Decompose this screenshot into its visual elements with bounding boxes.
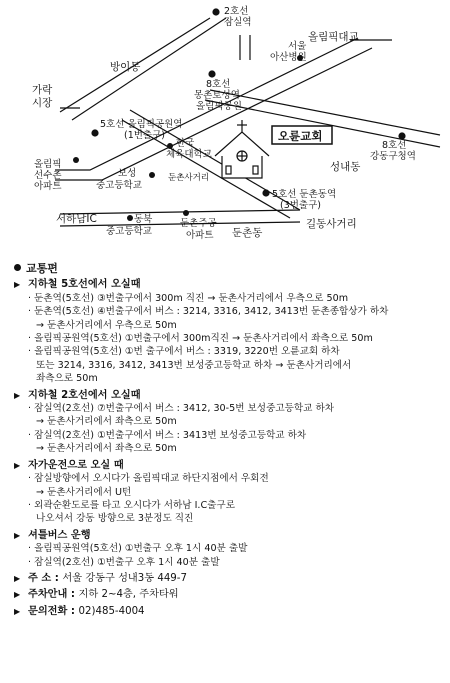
info-value: 02)485-4004 <box>78 605 145 617</box>
info-value: 지하 2~4층, 주차타워 <box>78 589 179 601</box>
section-heading: ▶ 지하철 2호선에서 오실때 <box>14 389 141 401</box>
label-dunchon-apt-1: 둔촌주공 <box>180 218 217 229</box>
label-olympic-station-2: (1번출구) <box>124 130 165 141</box>
marker-jamsil <box>212 8 219 15</box>
bullet-dot-icon <box>14 264 21 271</box>
label-dunchon-intersection: 둔촌사거리 <box>168 173 210 183</box>
info-row: ▶ 주차안내 : 지하 2~4층, 주차타워 <box>14 589 179 601</box>
label-jamsil-2: 잠실역 <box>224 17 252 28</box>
direction-continuation: → 둔촌사거리에서 U턴 <box>36 486 132 498</box>
label-dongbuk-2: 중고등학교 <box>106 226 152 237</box>
label-mongchon-1: 8호선 <box>206 79 231 90</box>
marker-gangdong <box>398 132 405 139</box>
label-boseong-1: 보성 <box>118 168 137 179</box>
marker-dunchon-station <box>262 189 269 196</box>
label-dongbuk-1: 동북 <box>134 214 153 225</box>
label-athletes-3: 아파트 <box>34 181 62 192</box>
direction-item: · 올림픽공원역(5호선) ①번출구 오후 1시 40분 출발 <box>28 543 248 555</box>
label-olympic-station-1: 5호선 올림픽공원역 <box>100 119 183 130</box>
location-map <box>0 0 450 255</box>
section-heading: ▶ 자가운전으로 오실 때 <box>14 459 124 471</box>
marker-dongbuk <box>127 215 133 221</box>
direction-item: · 둔촌역(5호선) ④번출구에서 버스 : 3214, 3316, 3412, 3413번 둔촌종합상가 하차 <box>28 306 389 318</box>
direction-item: · 올림픽공원역(5호선) ①번출구에서 300m직진 → 둔촌사거리에서 좌측으로 50m <box>28 333 373 345</box>
info-row: ▶ 주 소 : 서울 강동구 성내3동 449-7 <box>14 572 187 584</box>
triangle-bullet-icon: ▶ <box>14 530 21 540</box>
label-church: 오륜교회 <box>278 129 323 143</box>
direction-item: · 올림픽공원역(5호선) ①번 출구에서 버스 : 3319, 3220번 오륜교회 하차 <box>28 346 340 358</box>
label-dunchondong: 둔촌동 <box>232 227 263 239</box>
guide-section <box>14 529 444 569</box>
guide-section <box>14 459 444 526</box>
label-seohanam: 서하남IC <box>56 213 97 225</box>
label-dunchon-apt-2: 아파트 <box>186 230 214 241</box>
direction-continuation: → 둔촌사거리에서 좌측으로 50m <box>36 443 177 455</box>
direction-item: · 잠실역(2호선) ①번출구 오후 1시 40분 출발 <box>28 556 220 568</box>
triangle-bullet-icon: ▶ <box>14 573 21 583</box>
label-mongchon-2: 몽촌토성역 <box>194 90 240 101</box>
info-label: 주차안내 <box>28 589 68 601</box>
label-jamsil-1: 2호선 <box>224 6 249 17</box>
label-gangdong-1: 8호선 <box>382 140 407 151</box>
triangle-bullet-icon: ▶ <box>14 590 21 600</box>
direction-continuation: → 둔촌사거리에서 우측으로 50m <box>36 319 177 331</box>
label-dunchon-station-1: 5호선 둔촌동역 <box>272 189 337 200</box>
label-olympic-bridge: 올림픽대교 <box>308 31 359 43</box>
label-knsu-2: 체육대학교 <box>166 149 212 160</box>
church-icon <box>215 120 269 178</box>
guide-section <box>14 278 444 385</box>
marker-olympic-station <box>91 129 98 136</box>
guide-title: 교통편 <box>14 262 444 275</box>
direction-item: · 잠실방향에서 오시다가 올림픽대교 하단지점에서 우회전 <box>28 473 269 485</box>
label-athletes-2: 선수촌 <box>34 170 62 181</box>
triangle-bullet-icon: ▶ <box>14 390 21 400</box>
direction-continuation: 나오셔서 강동 방향으로 3분정도 직진 <box>36 513 194 525</box>
direction-item: · 외곽순환도로를 타고 오시다가 서하남 I.C출구로 <box>28 499 235 511</box>
label-gangdong-2: 강동구청역 <box>370 151 416 162</box>
label-bangi: 방이동 <box>110 61 141 73</box>
info-label: 문의전화 <box>28 605 68 617</box>
direction-item: · 잠실역(2호선) ①번출구에서 버스 : 3413번 보성중고등학교 하차 <box>28 429 307 441</box>
label-garak-1: 가락 <box>32 84 53 96</box>
label-athletes-1: 올림픽 <box>34 159 62 170</box>
direction-continuation: → 둔촌사거리에서 좌측으로 50m <box>36 416 177 428</box>
marker-mongchon <box>208 70 215 77</box>
direction-continuation: 또는 3214, 3316, 3412, 3413번 보성중고등학교 하차 → 둔촌사거리에서 <box>36 359 352 371</box>
guide-sections <box>14 278 444 569</box>
marker-athletes <box>73 157 79 163</box>
triangle-bullet-icon: ▶ <box>14 606 21 616</box>
triangle-bullet-icon: ▶ <box>14 280 21 290</box>
label-dunchon-station-2: (3번출구) <box>280 200 321 211</box>
direction-item: · 잠실역(2호선) ⑦번출구에서 버스 : 3412, 30-5번 보성중고등학교 하차 <box>28 403 334 415</box>
directions-guide <box>14 262 444 618</box>
info-label: 주 소 <box>28 572 52 584</box>
info-value: 서울 강동구 성내3동 449-7 <box>62 572 187 584</box>
section-heading: ▶ 지하철 5호선에서 오실때 <box>14 279 141 291</box>
label-seongnae: 성내동 <box>330 161 361 173</box>
map-text <box>32 5 416 241</box>
direction-continuation: 좌측으로 50m <box>36 373 98 385</box>
marker-dunchon-apt <box>183 210 189 216</box>
label-asan-1: 서울 <box>288 41 307 52</box>
info-row: ▶ 문의전화 : 02)485-4004 <box>14 605 145 617</box>
label-gildong: 길동사거리 <box>306 218 357 230</box>
direction-item: · 둔촌역(5호선) ③번출구에서 300m 직진 → 둔촌사거리에서 우측으로 50m <box>28 292 349 304</box>
label-boseong-2: 중고등학교 <box>96 180 142 191</box>
label-asan-2: 아산병원 <box>270 52 307 63</box>
label-garak-2: 시장 <box>32 97 53 109</box>
section-heading: ▶ 셔틀버스 운행 <box>14 529 91 541</box>
marker-boseong <box>149 172 155 178</box>
label-knsu-1: 한국 <box>176 138 195 149</box>
contact-info <box>14 572 444 618</box>
triangle-bullet-icon: ▶ <box>14 460 21 470</box>
guide-section <box>14 389 444 456</box>
label-olympic-park: 올림픽공원 <box>196 101 242 112</box>
